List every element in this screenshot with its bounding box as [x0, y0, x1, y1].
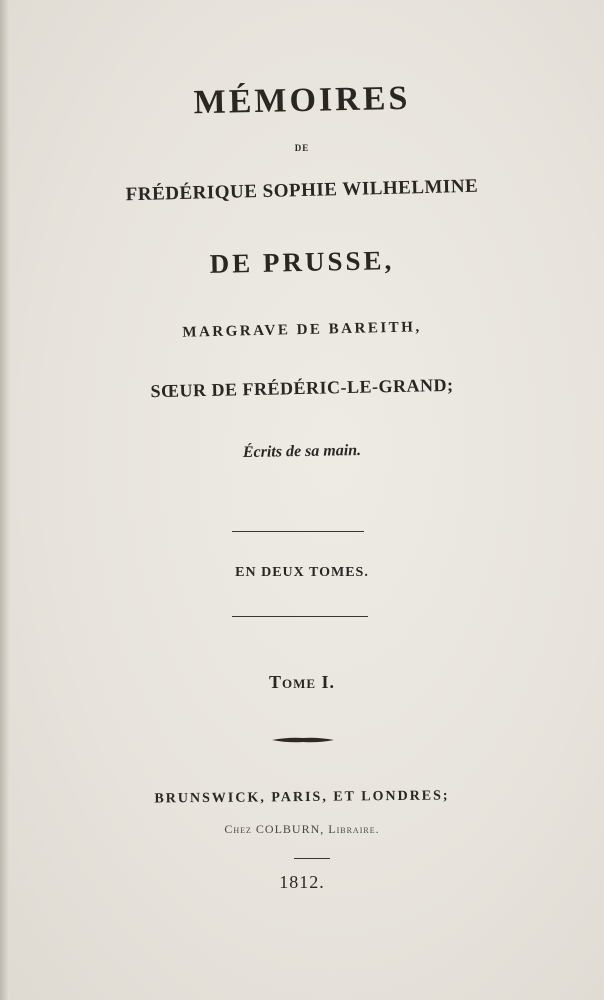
volume-count: EN DEUX TOMES.	[235, 565, 369, 580]
preposition-de: DE	[294, 143, 310, 153]
author-house: DE PRUSSE,	[209, 245, 395, 279]
ornament-dash-icon	[272, 735, 334, 745]
author-name: FRÉDÉRIQUE SOPHIE WILHELMINE	[125, 175, 479, 206]
volume-number: Tome I.	[268, 672, 336, 692]
publisher: Chez COLBURN, Libraire.	[224, 822, 380, 836]
imprint-cities: BRUNSWICK, PARIS, ET LONDRES;	[154, 788, 450, 807]
author-relation: SŒUR DE FRÉDÉRIC-LE-GRAND;	[150, 374, 454, 402]
publication-year: 1812.	[279, 872, 325, 892]
divider-rule	[232, 531, 364, 532]
author-title: MARGRAVE DE BAREITH,	[182, 319, 422, 341]
divider-rule	[232, 616, 368, 617]
book-title: MÉMOIRES	[193, 79, 411, 122]
subtitle: Écrits de sa main.	[242, 441, 362, 462]
divider-rule	[294, 858, 330, 859]
